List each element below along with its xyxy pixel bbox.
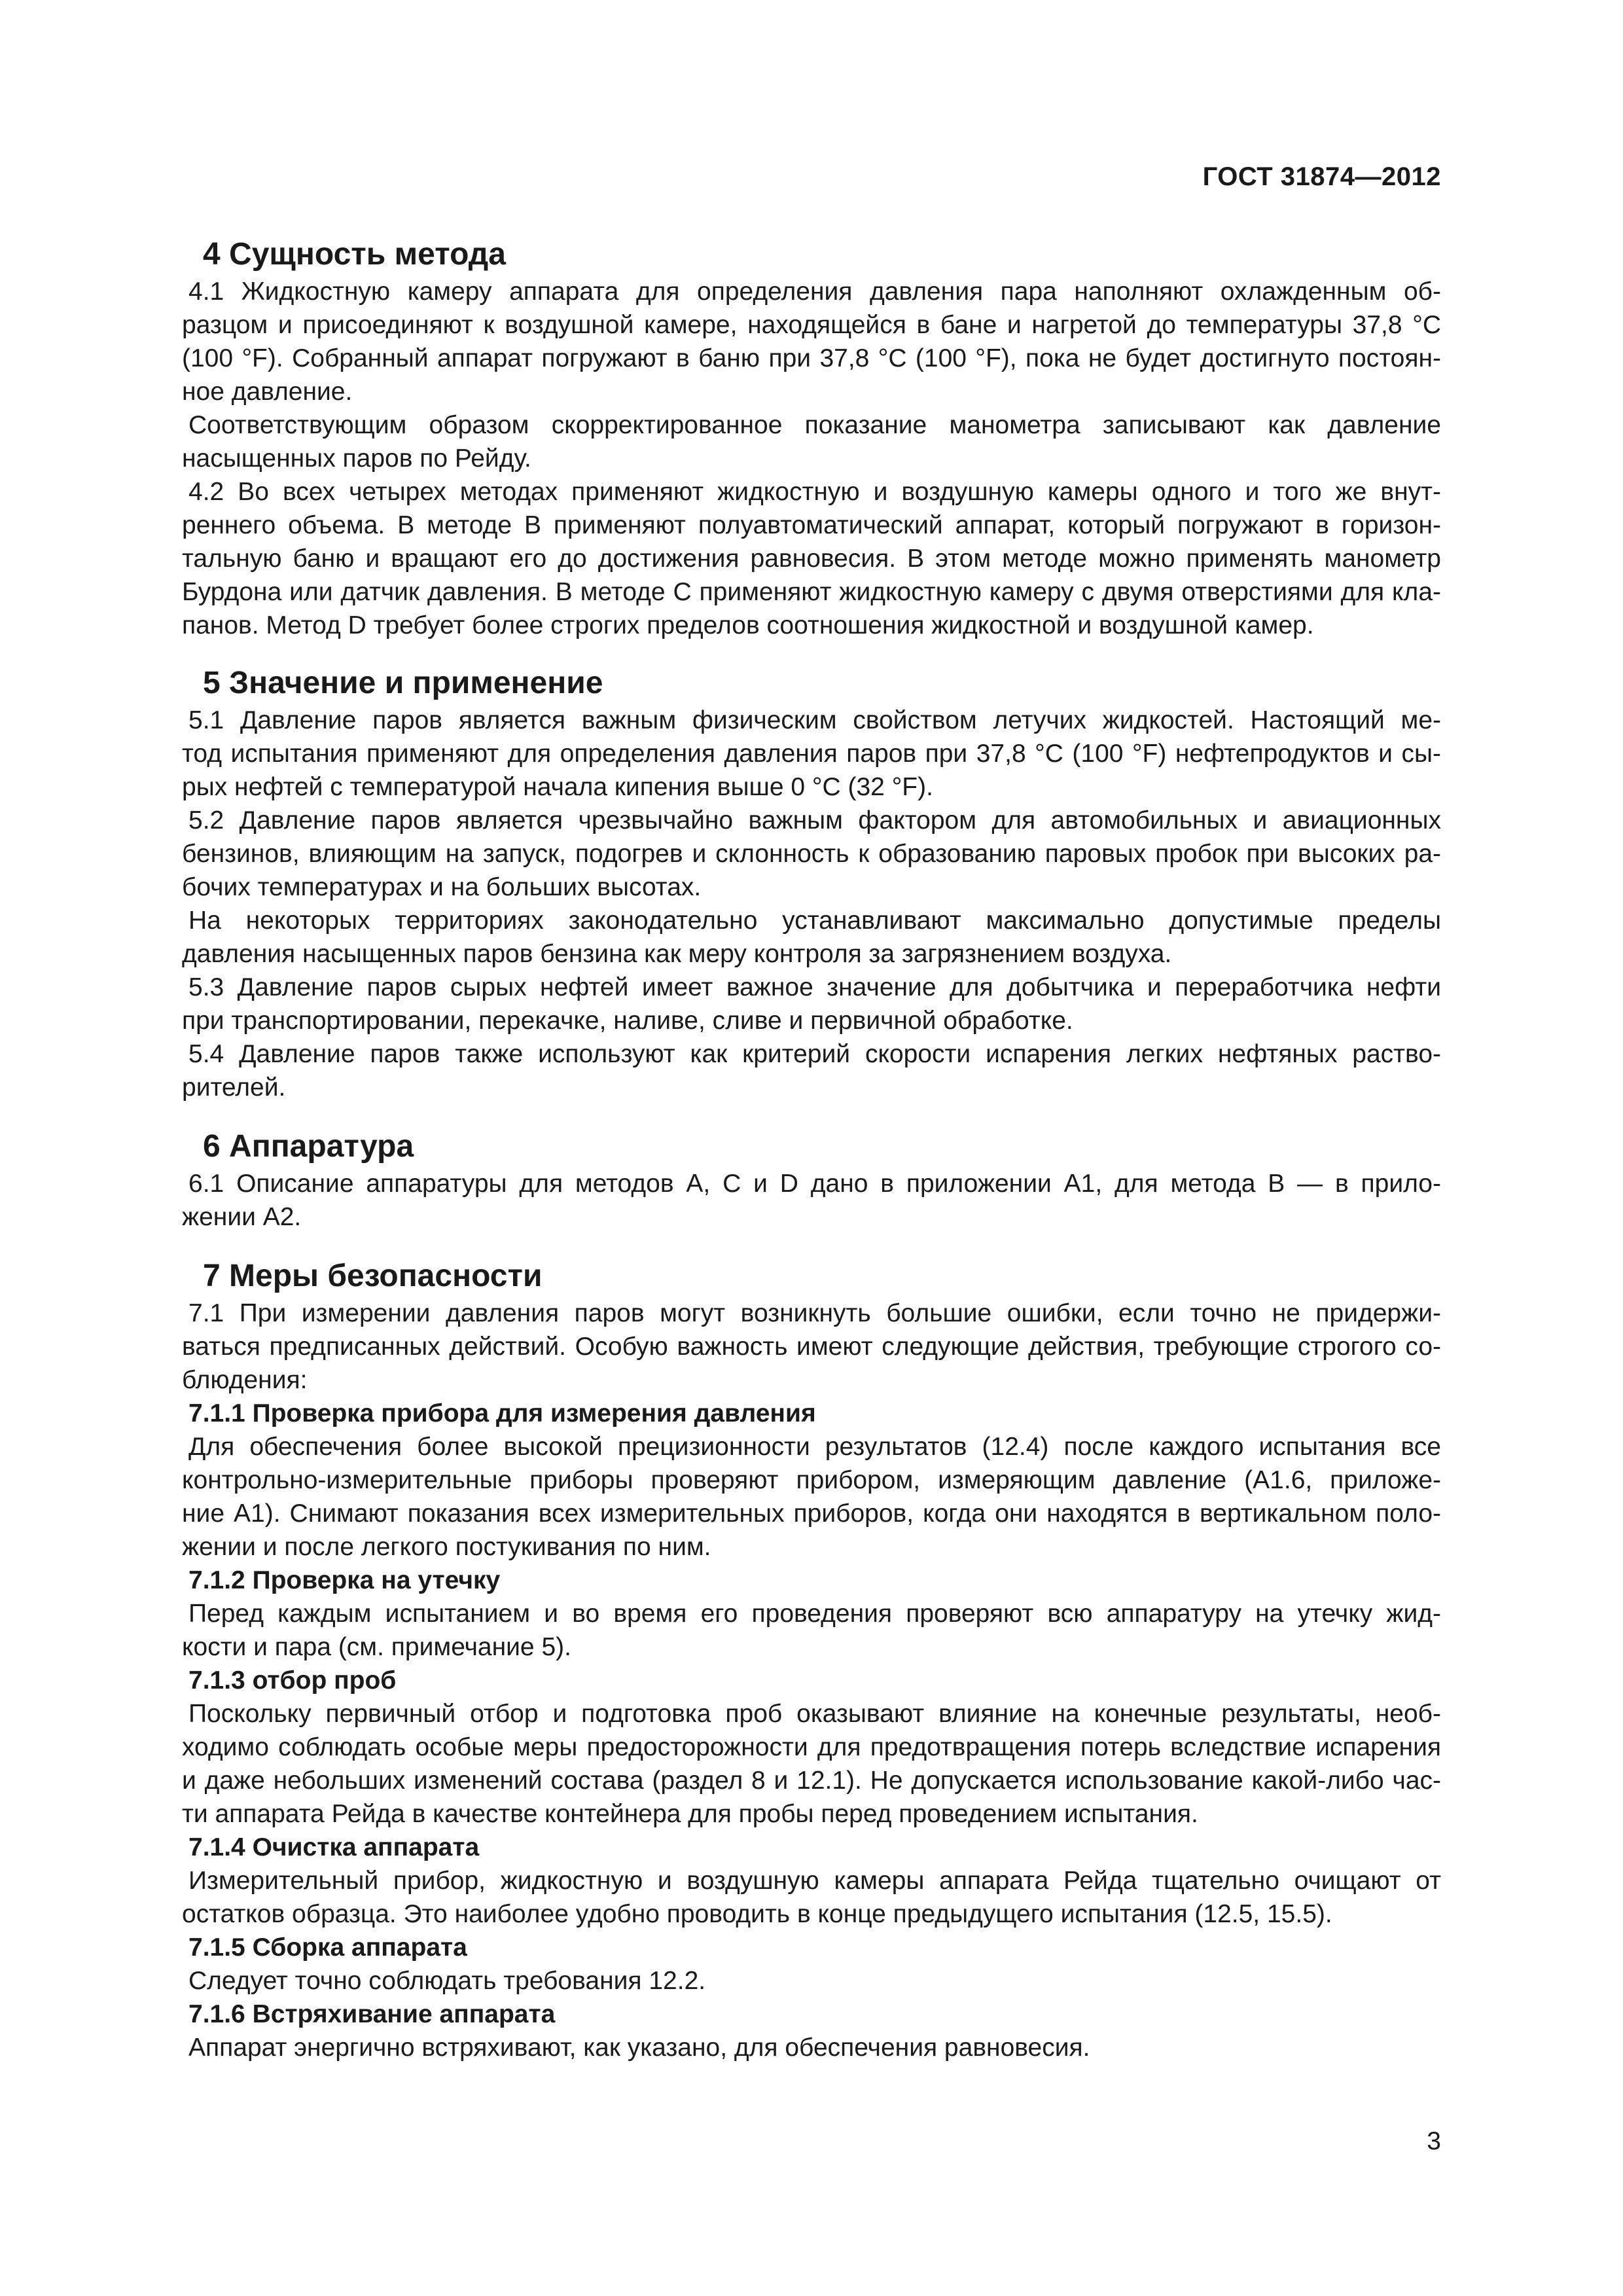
subsection-heading-7-1-2: 7.1.2 Проверка на утечку — [188, 1566, 501, 1594]
subsection-heading-7-1-4: 7.1.4 Очистка аппарата — [188, 1833, 480, 1861]
text-line: Поскольку первичный отбор и подготовка проб оказывают влияние на конечные результаты, необ- — [188, 1700, 1441, 1728]
section-heading-4: 4 Сущность метода — [203, 237, 506, 272]
subsection-heading-7-1-1: 7.1.1 Проверка прибора для измерения давления — [188, 1399, 816, 1427]
paragraph-5-4 — [182, 1037, 1441, 1104]
section-heading-6: 6 Аппаратура — [203, 1129, 414, 1164]
text-line: 4.1 Жидкостную камеру аппарата для определения давления пара наполняют охлажденным об- — [188, 278, 1441, 306]
paragraph-7-1-3 — [182, 1697, 1441, 1831]
text-line: рителей. — [182, 1073, 286, 1102]
text-line: бочих температурах и на больших высотах. — [182, 873, 702, 901]
paragraph-4-1 — [182, 275, 1441, 408]
text-line: давления насыщенных паров бензина как меру контроля за загрязнением воздуха. — [182, 940, 1172, 968]
text-line: ти аппарата Рейда в качестве контейнера для пробы перед проведением испытания. — [182, 1800, 1198, 1828]
paragraph-7-1 — [182, 1297, 1441, 1397]
text-line: жении и после легкого постукивания по ним. — [182, 1533, 711, 1561]
text-line: 5.1 Давление паров является важным физическим свойством летучих жидкостей. Настоящий ме- — [188, 706, 1441, 734]
text-line: остатков образца. Это наиболее удобно проводить в конце предыдущего испытания (12.5, 15.5). — [182, 1900, 1332, 1928]
text-line: 5.4 Давление паров также используют как критерий скорости испарения легких нефтяных раство- — [188, 1040, 1441, 1068]
subsection-heading-7-1-3: 7.1.3 отбор проб — [188, 1666, 397, 1695]
text-line: бензинов, влияющим на запуск, подогрев и склонность к образованию паровых пробок при высоких ра- — [182, 840, 1441, 868]
text-line: 7.1 При измерении давления паров могут возникнуть большие ошибки, если точно не придержи- — [188, 1299, 1441, 1327]
text-line: ваться предписанных действий. Особую важность имеют следующие действия, требующие строгого со- — [182, 1333, 1441, 1361]
paragraph-6-1 — [182, 1167, 1441, 1234]
text-line: тальную баню и вращают его до достижения равновесия. В этом методе можно применять манометр — [182, 545, 1441, 573]
text-line: жении А2. — [182, 1203, 302, 1231]
paragraph-7-1-2 — [182, 1597, 1441, 1664]
text-line: рых нефтей с температурой начала кипения выше 0 °С (32 °F). — [182, 773, 933, 801]
text-line: Измерительный прибор, жидкостную и воздушную камеры аппарата Рейда тщательно очищают от — [188, 1867, 1441, 1895]
text-line: Аппарат энергично встряхивают, как указано, для обеспечения равновесия. — [188, 2034, 1090, 2062]
paragraph-7-1-1 — [182, 1430, 1441, 1564]
paragraph-5-1 — [182, 704, 1441, 804]
subsection-heading-7-1-5: 7.1.5 Сборка аппарата — [188, 1933, 467, 1962]
text-line: Перед каждым испытанием и во время его проведения проверяют всю аппаратуру на утечку жид- — [188, 1600, 1441, 1628]
text-line: реннего объема. В методе В применяют полуавтоматический аппарат, который погружают в горизон- — [182, 511, 1441, 539]
text-line: ходимо соблюдать особые меры предосторожности для предотвращения потерь вследствие испарения — [182, 1733, 1441, 1761]
document-body — [182, 234, 1441, 2064]
text-line: ное давление. — [182, 378, 353, 406]
text-line: На некоторых территориях законодательно устанавливают максимально допустимые пределы — [188, 906, 1441, 935]
document-code: ГОСТ 31874—2012 — [1202, 162, 1441, 191]
paragraph-5-2 — [182, 804, 1441, 904]
page-number: 3 — [1427, 2127, 1441, 2155]
text-line: и даже небольших изменений состава (раздел 8 и 12.1). Не допускается использование какой-либо час- — [182, 1767, 1441, 1795]
paragraph-7-1-5 — [182, 1964, 1441, 1998]
text-line: контрольно-измерительные приборы проверяют прибором, измеряющим давление (А1.6, приложе- — [182, 1466, 1441, 1494]
text-line: ние А1). Снимают показания всех измерительных приборов, когда они находятся в вертикальном поло- — [182, 1499, 1441, 1528]
text-line: 4.2 Во всех четырех методах применяют жидкостную и воздушную камеры одного и того же внут- — [188, 478, 1441, 506]
paragraph-5-2-b — [182, 904, 1441, 971]
text-line: панов. Метод D требует более строгих пределов соотношения жидкостной и воздушной камер. — [182, 611, 1314, 639]
paragraph-4-2 — [182, 475, 1441, 642]
section-heading-5: 5 Значение и применение — [203, 666, 603, 700]
text-line: (100 °F). Собранный аппарат погружают в баню при 37,8 °С (100 °F), пока не будет достигнуто постоян- — [182, 344, 1441, 372]
text-line: Следует точно соблюдать требования 12.2. — [188, 1967, 706, 1995]
section-heading-7: 7 Меры безопасности — [203, 1259, 543, 1293]
text-line: тод испытания применяют для определения давления паров при 37,8 °С (100 °F) нефтепродуктов и сы- — [182, 740, 1441, 768]
paragraph-4-1-b — [182, 408, 1441, 475]
text-line: при транспортировании, перекачке, наливе, сливе и первичной обработке. — [182, 1007, 1073, 1035]
text-line: Соответствующим образом скорректированное показание манометра записывают как давление — [188, 411, 1441, 439]
text-line: насыщенных паров по Рейду. — [182, 444, 531, 473]
text-line: кости и пара (см. примечание 5). — [182, 1633, 571, 1661]
text-line: Бурдона или датчик давления. В методе С применяют жидкостную камеру с двумя отверстиями для кла- — [182, 578, 1441, 606]
subsection-heading-7-1-6: 7.1.6 Встряхивание аппарата — [188, 2000, 556, 2028]
text-line: блюдения: — [182, 1366, 308, 1394]
text-line: 5.2 Давление паров является чрезвычайно важным фактором для автомобильных и авиационных — [188, 806, 1441, 834]
text-line: разцом и присоединяют к воздушной камере, находящейся в бане и нагретой до температуры 37,8 °С — [182, 311, 1441, 339]
text-line: 6.1 Описание аппаратуры для методов А, С и D дано в приложении А1, для метода В — в прило- — [188, 1170, 1441, 1198]
paragraph-7-1-4 — [182, 1864, 1441, 1931]
paragraph-5-3 — [182, 971, 1441, 1037]
paragraph-7-1-6 — [182, 2031, 1441, 2064]
text-line: 5.3 Давление паров сырых нефтей имеет важное значение для добытчика и переработчика нефти — [188, 973, 1441, 1001]
text-line: Для обеспечения более высокой прецизионности результатов (12.4) после каждого испытания все — [188, 1433, 1441, 1461]
